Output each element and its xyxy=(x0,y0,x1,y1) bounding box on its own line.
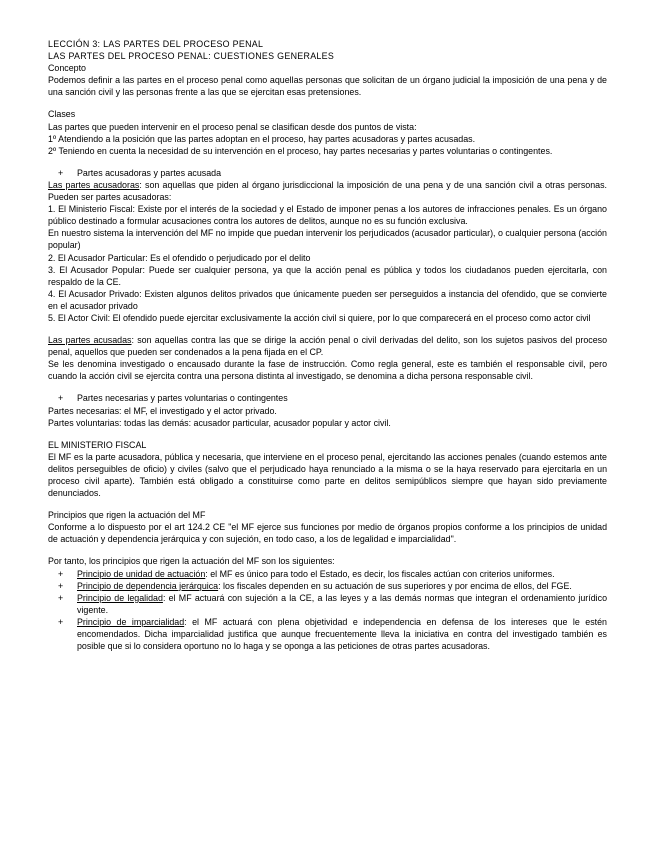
necesarias-line-2: Partes voluntarias: todas las demás: acusador particular, acusador popular y actor civil. xyxy=(48,417,391,428)
concepto-text: Podemos definir a las partes en el proceso penal como aquellas personas que solicitan de un órgano judicial la imposición de una pena y de una sanción civil y las personas frente a las que se ejercitan esas pretensiones. xyxy=(48,75,607,98)
principios-heading: Principios que rigen la actuación del MF xyxy=(48,510,206,521)
clases-point-1: 1º Atendiendo a la posición que las partes adoptan en el proceso, hay partes acusadoras y partes acusadas. xyxy=(48,133,476,144)
principios-list xyxy=(48,568,607,653)
fiscal-text: El MF es la parte acusadora, pública y necesaria, que interviene en el proceso penal, ejercitando las acciones penales (cuando estemos ante delitos perseguibles de oficio) y civiles (salvo que el perjudicado haya renunciado a la misma o se la haya reservado para ejercitarla en un proceso civil aparte). También está obligado a constituirse como parte en delitos semipúblicos siempre que hayan sido previamente denunciados. xyxy=(48,451,607,499)
acusadoras-bullet: + Partes acusadoras y partes acusada xyxy=(48,167,607,179)
acusadoras-definition: Las partes acusadoras: son aquellas que piden al órgano jurisdiccional la imposición de una pena y de una sanción civil a otras personas. Pueden ser partes acusadoras: xyxy=(48,179,608,203)
acusadoras-bullet-list xyxy=(48,167,607,179)
acusadas-text: Se les denomina investigado o encausado durante la fase de instrucción. Como regla general, este es también el responsable civil, pero cuando la acción civil se ejercita contra una persona distinta al investigado, se denomina a dicha persona responsable civil. xyxy=(48,359,607,382)
acusadas-definition: Las partes acusadas: son aquellas contra las que se dirige la acción penal o civil derivadas del delito, son los sujetos pasivos del proceso penal, aquellos que pueden ser condenados a la pena fijada en el CP. xyxy=(48,335,608,358)
acusadoras-item-1b: En nuestro sistema la intervención del MF no impide que puedan intervenir los perjudicados (acusador particular), o cualquier persona (acción popular) xyxy=(48,228,607,251)
principios-text: Conforme a lo dispuesto por el art 124.2 CE "el MF ejerce sus funciones por medio de órganos propios conforme a los principios de unidad de actuación y dependencia jerárquica y con sujeción, en todo caso, a los de legalidad e imparcialidad". xyxy=(48,522,607,545)
acusadas-term: Las partes acusadas xyxy=(48,335,132,346)
fiscal-heading: EL MINISTERIO FISCAL xyxy=(48,439,147,450)
principio-item: + Principio de dependencia jerárquica: los fiscales dependen en su actuación de sus superiores y por encima de ellos, del FGE. xyxy=(48,580,607,592)
clases-heading: Clases xyxy=(48,109,76,120)
acusadoras-item-2: 2. El Acusador Particular: Es el ofendido o perjudicado por el delito xyxy=(48,252,311,263)
clases-point-2: 2º Teniendo en cuenta la necesidad de su intervención en el proceso, hay partes necesarias y partes voluntarias o contingentes. xyxy=(48,145,553,156)
acusadoras-item-5: 5. El Actor Civil: El ofendido puede ejercitar exclusivamente la acción civil si quiere, por lo que comparecerá en el proceso como actor civil xyxy=(48,312,591,323)
lesson-title: LECCIÓN 3: LAS PARTES DEL PROCESO PENAL xyxy=(48,39,264,49)
concepto-heading: Concepto xyxy=(48,63,86,74)
acusadoras-term: Las partes acusadoras xyxy=(48,179,140,190)
principio-item: + Principio de unidad de actuación: el MF es único para todo el Estado, es decir, los fiscales actúan con criterios uniformes. xyxy=(48,568,607,580)
section-subtitle: LAS PARTES DEL PROCESO PENAL: CUESTIONES GENERALES xyxy=(48,51,335,62)
principios-intro: Por tanto, los principios que rigen la actuación del MF son los siguientes: xyxy=(48,556,335,567)
clases-intro: Las partes que pueden intervenir en el proceso penal se clasifican desde dos puntos de vista: xyxy=(48,121,417,132)
acusadoras-item-4: 4. El Acusador Privado: Existen algunos delitos privados que únicamente pueden ser perseguidos a instancia del ofendido, que se convierte en el acusador privado xyxy=(48,288,607,311)
necesarias-bullet: + Partes necesarias y partes voluntarias o contingentes xyxy=(48,392,607,404)
necesarias-bullet-list xyxy=(48,392,607,404)
acusadoras-item-1: 1. El Ministerio Fiscal: Existe por el interés de la sociedad y el Estado de imponer penas a los autores de infracciones penales. Es un órgano público destinado a formular acusaciones contra los autores de delitos, aunque no es su función exclusiva. xyxy=(48,204,607,227)
acusadoras-item-3: 3. El Acusador Popular: Puede ser cualquier persona, ya que la acción penal es pública y todos los ciudadanos pueden ejercitarla, con respaldo de la CE. xyxy=(48,264,607,287)
principio-item: + Principio de imparcialidad: el MF actuará con plena objetividad e independencia en defensa de los intereses que le estén encomendados. Dicha imparcialidad justifica que aunque frecuentemente lleva la iniciativa en contra del investigado también es posible que si lo considera oportuno no lo haga y se oponga a las peticiones de otras partes acusadoras. xyxy=(48,616,607,652)
necesarias-line-1: Partes necesarias: el MF, el investigado y el actor privado. xyxy=(48,405,277,416)
principio-item: + Principio de legalidad: el MF actuará con sujeción a la CE, a las leyes y a las demás normas que integran el ordenamiento jurídico vigente. xyxy=(48,592,607,616)
